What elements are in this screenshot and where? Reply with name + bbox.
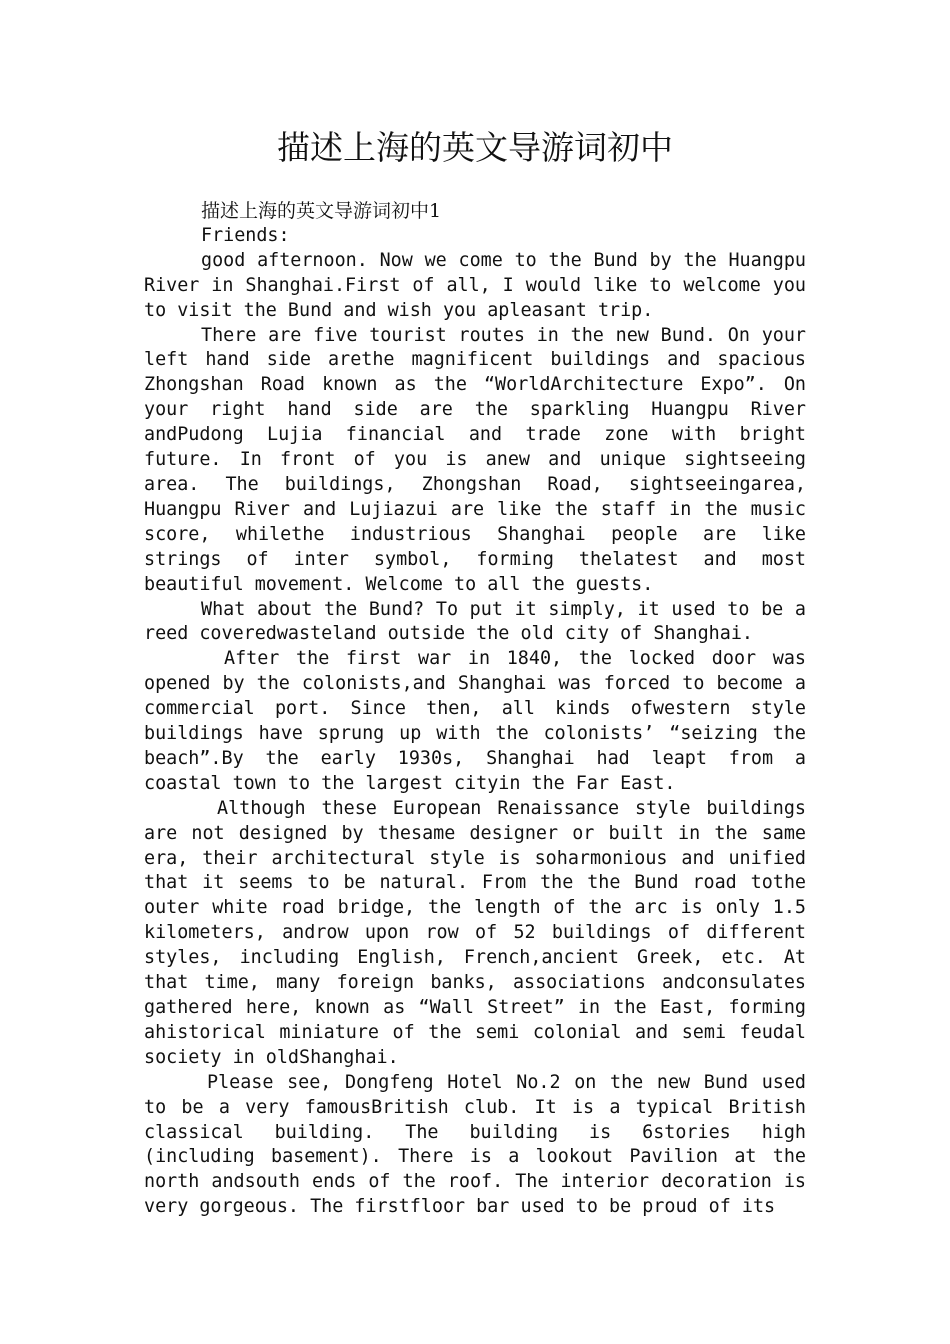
paragraph-architecture: Although these European Renaissance style buildings are not designed by thesame designer or built in the same era, their architectural style is soharmonious and unified that it seems to be natural. From the the Bund road tothe outer white road bridge, the length of the arc is only 1.5 kilometers, androw upon row of 52 buildings of different styles, including English, French,ancient Greek, etc. At that time, many foreign banks, associations andconsulates gathered here, known as “Wall Street” in the East, forming ahistorical miniature of the semi colonial and semi feudal society in oldShanghai. xyxy=(144,797,806,1068)
document-title: 描述上海的英文导游词初中 xyxy=(277,128,673,167)
paragraph-welcome: good afternoon. Now we come to the Bund by the Huangpu River in Shanghai.First of all, I would like to welcome you to visit the Bund and wish you apleasant trip. xyxy=(144,249,806,321)
document-body xyxy=(144,199,806,1220)
section-heading: 描述上海的英文导游词初中1 xyxy=(201,200,442,222)
paragraph-tourist-routes: There are five tourist routes in the new Bund. On your left hand side arethe magnificent buildings and spacious Zhongshan Road known as the “WorldArchitecture Expo”. On your right hand side are the sparkling Huangpu River andPudong Lujia financial and trade zone with bright future. In front of you is anew and unique sightseeing area. The buildings, Zhongshan Road, sightseeingarea, Huangpu River and Lujiazui are like the staff in the music score, whilethe industrious Shanghai people are like strings of inter symbol, forming thelatest and most beautiful movement. Welcome to all the guests. xyxy=(144,324,806,595)
paragraph-greeting: Friends: xyxy=(201,224,290,246)
paragraph-dongfeng-hotel: Please see, Dongfeng Hotel No.2 on the new Bund used to be a very famousBritish club. It is a typical British classical building. The building is 6stories high (including basement). There is a lookout Pavilion at the north andsouth ends of the roof. The interior decoration is very gorgeous. The firstfloor bar used to be proud of its xyxy=(144,1071,806,1218)
paragraph-commercial-port: After the first war in 1840, the locked door was opened by the colonists,and Shanghai was forced to become a commercial port. Since then, all kinds ofwestern style buildings have sprung up with the colonists’ “seizing the beach”.By the early 1930s, Shanghai had leapt from a coastal town to the largest cityin the Far East. xyxy=(144,648,806,794)
paragraph-bund-history: What about the Bund? To put it simply, it used to be a reed coveredwasteland outside the old city of Shanghai. xyxy=(144,598,806,645)
